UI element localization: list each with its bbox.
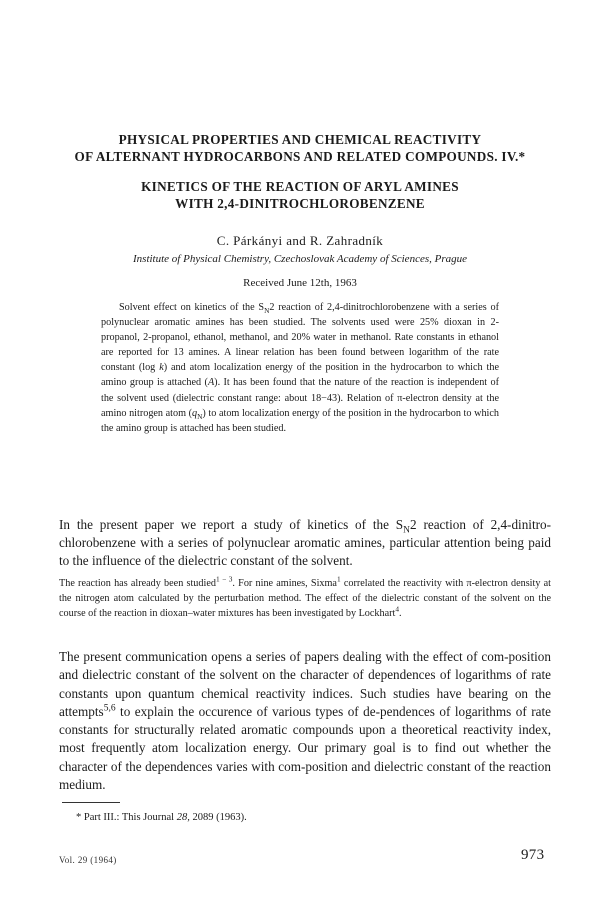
abstract: Solvent effect on kinetics of the $S_N2$ reaction of 2,4-dinitrochlorobenzene with a series of polynuclear aromatic amines has been studied. The solvents used were 25% dioxan in 2-propanol, 2-propanol, ethanol, methanol, and 20% water in methanol. Rate constants in ethanol are reported for 13 amines. A linear relation has been found between logarithm of the rate constant (log k) and atom localization energy of the position in the hydrocarbon to which the amino group is attached (A). It has been found that the nature of the reaction is independent of the solvent used (dielectric constant range: about 18−43). Relation of π-electron density at the amino nitrogen atom $(q_N)$ to atom localization energy of the position in the hydrocarbon to which the amino group is attached has been studied. bbox=[101, 302, 499, 434]
paper-subtitle bbox=[30, 178, 570, 212]
paper-title bbox=[30, 131, 570, 165]
title-line-3: KINETICS OF THE REACTION OF ARYL AMINES bbox=[141, 179, 459, 194]
title-line-4: WITH 2,4-DINITROCHLOROBENZENE bbox=[175, 196, 425, 211]
title-line-2: OF ALTERNANT HYDROCARBONS AND RELATED COMPOUNDS. IV.* bbox=[74, 149, 526, 164]
received-date: Received June 12th, 1963 bbox=[243, 277, 357, 289]
background-paragraph: The reaction has already been studied$^{1 - 3}$. For nine amines, Sixma$^1$ correlated the reactivity with π-electron density at the nitrogen atom calculated by the perturbation method. The effect of the dielectric constant of the solvent on the course of the reaction in dioxan–water mixtures has been investigated by Lockhart$^4$. bbox=[59, 574, 551, 620]
page-number: 973 bbox=[521, 847, 545, 863]
affiliation: Institute of Physical Chemistry, Czechoslovak Academy of Sciences, Prague bbox=[133, 253, 467, 265]
intro-paragraph: In the present paper we report a study of kinetics of the $S_N2$ reaction of 2,4-dinitro-chlorobenzene with a series of polynuclear aromatic amines, particular attention being paid to the influence of the dielectric constant of the solvent. bbox=[59, 517, 551, 568]
volume-label: Vol. 29 (1964) bbox=[59, 855, 117, 865]
footnote-rule bbox=[62, 802, 120, 803]
title-line-1: PHYSICAL PROPERTIES AND CHEMICAL REACTIVITY bbox=[118, 132, 482, 147]
goal-paragraph: The present communication opens a series of papers dealing with the effect of com-position and dielectric constant of the solvent on the character of dependences of logarithms of rate constants upon quantum chemical reactivity indices. Such studies have bearing on the attempts$^{5,6}$ to explain the occurence of various types of de-pendences of logarithms of rate constants for structurally related aromatic compounds upon a theoretical reactivity index, most frequently atom localization energy. Our primary goal is to find out whether the character of the dependences varies with com-position and dielectric constant of the reaction medium. bbox=[59, 649, 551, 793]
footnote: * Part III.: This Journal 28, 2089 (1963). bbox=[76, 812, 247, 823]
authors: C. Párkányi and R. Zahradník bbox=[216, 233, 384, 248]
